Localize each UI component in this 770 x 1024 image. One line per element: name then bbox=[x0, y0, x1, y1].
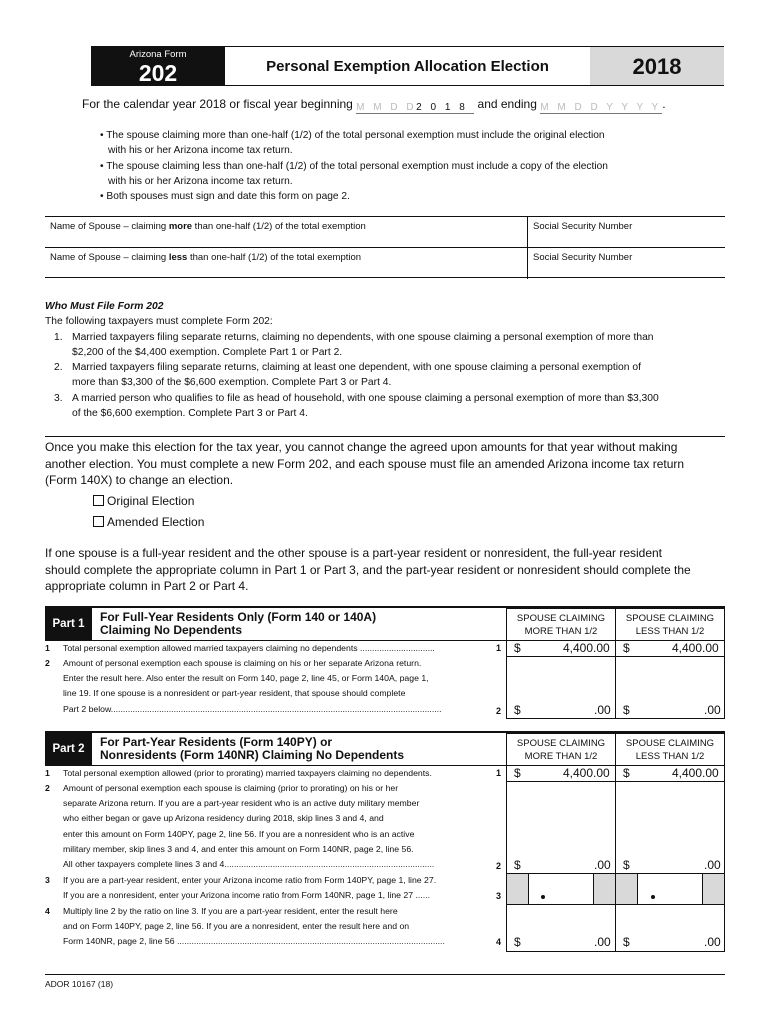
part1-label: Part 1 bbox=[45, 608, 92, 640]
begin-date-field[interactable]: M M D D bbox=[356, 102, 417, 113]
part1-line1: 1 Total personal exemption allowed married taxpayers claiming no dependents ............................... bbox=[45, 643, 435, 653]
col-head-more: SPOUSE CLAIMING MORE THAN 1/2 bbox=[506, 608, 616, 640]
who-intro: The following taxpayers must complete Form 202: bbox=[45, 316, 273, 328]
amended-election-checkbox[interactable] bbox=[93, 516, 104, 527]
part1-line2-more[interactable]: .00 bbox=[594, 703, 611, 717]
col-head-more: SPOUSE CLAIMING MORE THAN 1/2 bbox=[506, 733, 616, 765]
part2-line2: 2 Amount of personal exemption each spouse is claiming (prior to prorating) on his or her separate Arizona return. If you are a part-year resident who is an active duty military member who either began or gave up Arizona residency during 2018, skip lines 3 and 4, and enter this amount on Form 140PY, page 2, line 56. If you are a nonresident who is an active military member, skip lines 3 and 4, and enter this amount on Form 140NR, page 2, line 56. All other taxpayers complete lines 3 and 4....................................................................................... bbox=[45, 783, 435, 870]
part1-line1-more[interactable]: 4,400.00 bbox=[563, 641, 610, 655]
form-small-label: Arizona Form bbox=[129, 49, 187, 60]
calendar-year-line: For the calendar year 2018 or fiscal year beginning M M D D2 0 1 8 and ending M M D D Y Y Y Y. bbox=[82, 97, 666, 113]
spouse-less-ssn[interactable]: Social Security Number bbox=[527, 248, 725, 279]
part2-line2-less[interactable]: .00 bbox=[704, 858, 721, 872]
spouse-more-label: Name of Spouse – claiming more than one-half (1/2) of the total exemption bbox=[50, 221, 366, 232]
bullet-line: with his or her Arizona income tax return. bbox=[108, 145, 293, 157]
form-title: Personal Exemption Allocation Election bbox=[225, 46, 590, 86]
form-year: 2018 bbox=[590, 46, 724, 86]
instruction-bullets bbox=[100, 128, 700, 204]
spouse-more-row[interactable] bbox=[45, 216, 725, 247]
part2-title: For Part-Year Residents (Form 140PY) or Nonresidents (Form 140NR) Claiming No Dependents bbox=[100, 735, 405, 762]
col-head-less: SPOUSE CLAIMING LESS THAN 1/2 bbox=[615, 733, 725, 765]
part1-line2: 2 Amount of personal exemption each spouse is claiming on his or her separate Arizona return. Enter the result here. Also enter the result on Form 140, page 2, line 45, or Form 140A, page 1, line 19. If one spouse is a nonresident or part-year resident, that spouse should complete Part 2 below......................................................................................................................................... bbox=[45, 658, 442, 714]
original-election-checkbox[interactable] bbox=[93, 495, 104, 506]
part1-line1-less[interactable]: 4,400.00 bbox=[672, 641, 719, 655]
form-number-box bbox=[91, 46, 225, 86]
election-notice: Once you make this election for the tax year, you cannot change the agreed upon amounts for that year without making another election. You must complete a new Form 202, and each spouse must file an amended Arizona income tax return (Form 140X) to change an election. Original Election Amended Election bbox=[45, 436, 725, 531]
part2-line2-more[interactable]: .00 bbox=[594, 858, 611, 872]
part2-line1: 1 Total personal exemption allowed (prior to prorating) married taxpayers claiming no dependents. bbox=[45, 768, 432, 778]
part2-line1-more[interactable]: 4,400.00 bbox=[563, 766, 610, 780]
part2-line4-less[interactable]: .00 bbox=[704, 935, 721, 949]
bullet-line: with his or her Arizona income tax return. bbox=[108, 175, 293, 187]
form-footer: ADOR 10167 (18) bbox=[45, 979, 114, 989]
part1-line2-less[interactable]: .00 bbox=[704, 703, 721, 717]
part2-line1-less[interactable]: 4,400.00 bbox=[672, 766, 719, 780]
bullet-line: • The spouse claiming more than one-half (1/2) of the total personal exemption must include the original election bbox=[100, 130, 605, 141]
spouse-less-row[interactable] bbox=[45, 247, 725, 278]
who-must-file bbox=[45, 299, 725, 421]
calendar-middle: and ending bbox=[477, 97, 537, 111]
who-item: 1. Married taxpayers filing separate returns, claiming no dependents, with one spouse claiming a personal exemption of more than $2,200 of the $4,400 exemption. Complete Part 1 or Part 2. bbox=[54, 331, 654, 358]
who-item: 3. A married person who qualifies to file as head of household, with one spouse claiming a personal exemption of more than $3,300 of the $6,600 exemption. Complete Part 3 or Part 4. bbox=[54, 392, 659, 420]
calendar-prefix: For the calendar year 2018 or fiscal year beginning bbox=[82, 97, 353, 111]
who-title: Who Must File Form 202 bbox=[45, 301, 164, 312]
bullet-line: • Both spouses must sign and date this form on page 2. bbox=[100, 191, 350, 203]
part2-label: Part 2 bbox=[45, 733, 92, 765]
bullet-line: • The spouse claiming less than one-half (1/2) of the total personal exemption must include a copy of the election bbox=[100, 160, 608, 172]
amended-election-option[interactable]: Amended Election bbox=[93, 514, 725, 531]
spouse-more-ssn[interactable]: Social Security Number bbox=[527, 217, 725, 248]
begin-year-field[interactable]: 2 0 1 8 bbox=[416, 102, 474, 114]
who-item: 2. Married taxpayers filing separate returns, claiming at least one dependent, with one spouse claiming a personal exemption of more than $3,300 of the $6,600 exemption. Complete Part 3 or Part 4. bbox=[54, 362, 641, 389]
part2-header bbox=[45, 733, 725, 765]
part2-line4-more[interactable]: .00 bbox=[594, 935, 611, 949]
col-head-less: SPOUSE CLAIMING LESS THAN 1/2 bbox=[615, 608, 725, 640]
part1-header bbox=[45, 608, 725, 640]
part2-line3: 3 If you are a part-year resident, enter your Arizona income ratio from Form 140PY, page 1, line 27. If you are a nonresident, enter your Arizona income ratio from Form 140NR, page 1, line 27 ...... bbox=[45, 875, 437, 901]
spouse-less-label: Name of Spouse – claiming less than one-half (1/2) of the total exemption bbox=[50, 252, 362, 263]
part2-line4: 4 Multiply line 2 by the ratio on line 3. If you are a part-year resident, enter the result here and on Form 140PY, page 2, line 56. If you are a nonresident, enter the result here and on Form 140NR, page 2, line 56 ............................................................................................................... bbox=[45, 906, 445, 947]
part1-title: For Full-Year Residents Only (Form 140 or 140A) Claiming No Dependents bbox=[100, 610, 377, 637]
residency-note: If one spouse is a full-year resident and the other spouse is a part-year resident or nonresident, the full-year resident should complete the appropriate column in Part 1 or Part 3, and the part-year resident or nonresident should complete the appropriate column in Part 2 or Part 4. bbox=[45, 546, 691, 593]
original-election-option[interactable]: Original Election bbox=[93, 493, 725, 510]
end-date-field[interactable]: M M D D Y Y Y Y bbox=[540, 102, 662, 113]
form-number: 202 bbox=[138, 60, 178, 86]
